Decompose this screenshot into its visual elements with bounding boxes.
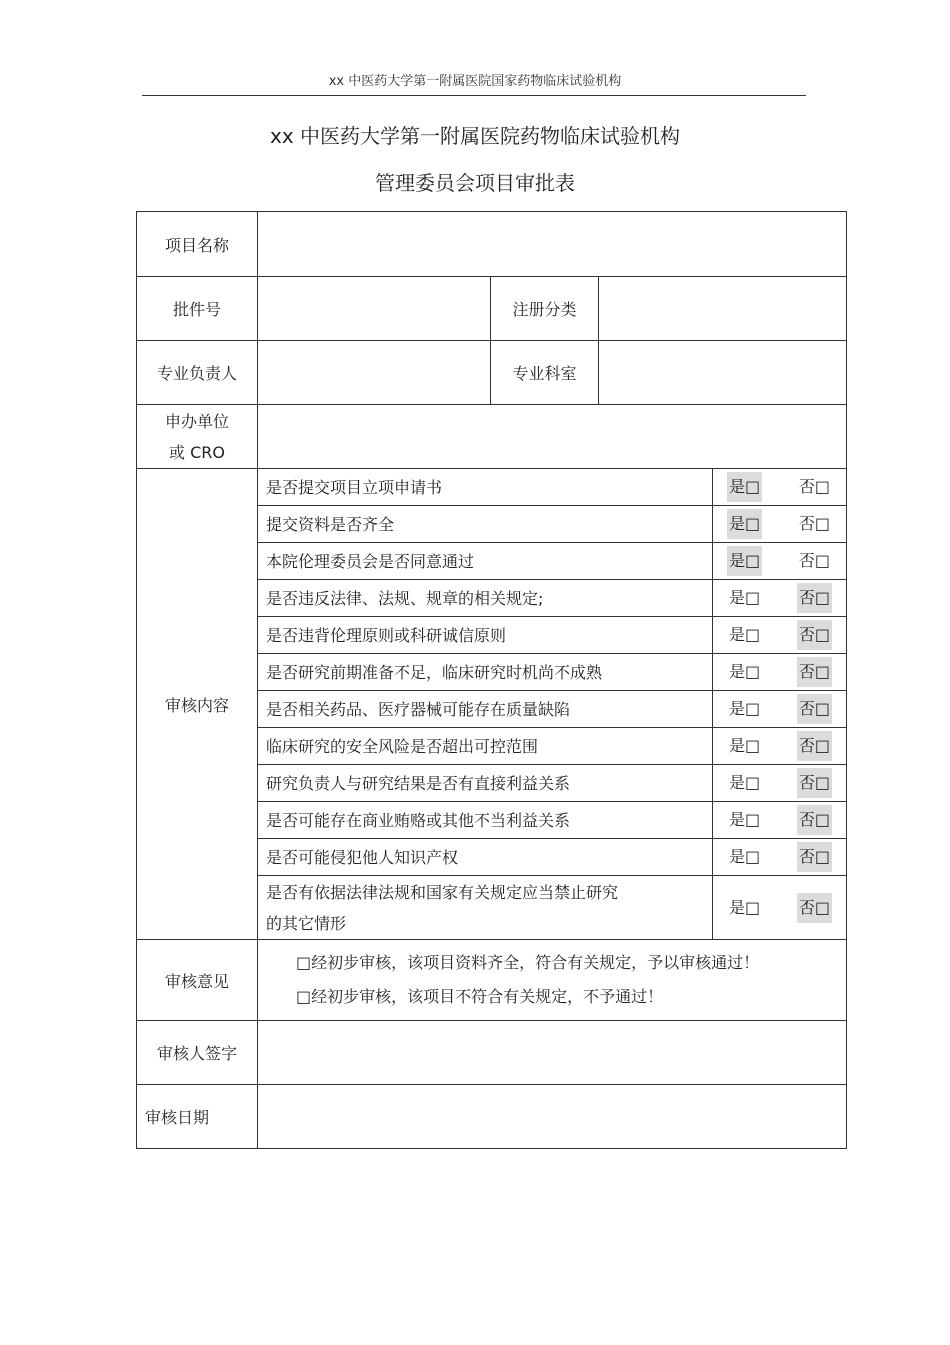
yes-checkbox[interactable]: 是□ — [727, 546, 762, 576]
review-item-text: 是否相关药品、医疗器械可能存在质量缺陷 — [258, 691, 713, 728]
review-item-line1: 是否有依据法律法规和国家有关规定应当禁止研究 — [266, 882, 619, 902]
opinion-options — [258, 940, 847, 1021]
no-checkbox[interactable]: 否□ — [798, 551, 830, 570]
no-checkbox[interactable]: 否□ — [797, 805, 832, 835]
row-sponsor — [137, 405, 847, 469]
sponsor-field[interactable] — [258, 405, 847, 469]
no-checkbox[interactable]: 否□ — [797, 657, 832, 687]
review-item-text: 本院伦理委员会是否同意通过 — [258, 543, 713, 580]
yes-checkbox[interactable]: 是□ — [729, 847, 761, 866]
review-item-text: 临床研究的安全风险是否超出可控范围 — [258, 728, 713, 765]
review-item-choice — [713, 580, 847, 617]
registration-class-field[interactable] — [599, 277, 847, 341]
review-item-text: 是否研究前期准备不足，临床研究时机尚不成熟 — [258, 654, 713, 691]
no-checkbox[interactable]: 否□ — [797, 893, 832, 923]
opinion-label: 审核意见 — [137, 940, 258, 1021]
department-label: 专业科室 — [491, 341, 599, 405]
review-row — [137, 469, 847, 506]
yes-checkbox[interactable]: 是□ — [729, 662, 761, 681]
yes-checkbox[interactable]: 是□ — [729, 625, 761, 644]
review-item-choice — [713, 543, 847, 580]
review-item-choice — [713, 506, 847, 543]
registration-class-label: 注册分类 — [491, 277, 599, 341]
review-item-text: 研究负责人与研究结果是否有直接利益关系 — [258, 765, 713, 802]
no-checkbox[interactable]: 否□ — [798, 514, 830, 533]
yes-checkbox[interactable]: 是□ — [729, 773, 761, 792]
review-item-choice — [713, 728, 847, 765]
approval-form-table — [136, 211, 847, 1149]
no-checkbox[interactable]: 否□ — [798, 477, 830, 496]
row-approval-no — [137, 277, 847, 341]
row-project-name — [137, 212, 847, 277]
review-item-text: 提交资料是否齐全 — [258, 506, 713, 543]
yes-checkbox[interactable]: 是□ — [729, 699, 761, 718]
yes-checkbox[interactable]: 是□ — [727, 472, 762, 502]
document-title-line2: 管理委员会项目审批表 — [375, 171, 575, 195]
no-checkbox[interactable]: 否□ — [797, 731, 832, 761]
opinion-fail-option[interactable]: □经初步审核，该项目不符合有关规定，不予通过！ — [296, 987, 664, 1006]
sponsor-label-line2: 或 CRO — [169, 442, 225, 462]
row-date — [137, 1085, 847, 1149]
no-checkbox[interactable]: 否□ — [797, 842, 832, 872]
opinion-pass-option[interactable]: □经初步审核，该项目资料齐全，符合有关规定，予以审核通过！ — [296, 953, 760, 972]
sponsor-label-line1: 申办单位 — [164, 411, 229, 431]
date-label: 审核日期 — [137, 1085, 258, 1149]
project-name-label: 项目名称 — [137, 212, 258, 277]
no-checkbox[interactable]: 否□ — [797, 583, 832, 613]
review-item-text-multiline — [258, 876, 713, 940]
review-item-choice — [713, 691, 847, 728]
review-item-text: 是否违反法律、法规、规章的相关规定; — [258, 580, 713, 617]
review-item-text: 是否违背伦理原则或科研诚信原则 — [258, 617, 713, 654]
document-title-line1: xx 中医药大学第一附属医院药物临床试验机构 — [269, 124, 681, 148]
yes-checkbox[interactable]: 是□ — [729, 810, 761, 829]
project-name-field[interactable] — [258, 212, 847, 277]
review-item-choice — [713, 802, 847, 839]
review-item-choice — [713, 469, 847, 506]
review-item-text: 是否可能侵犯他人知识产权 — [258, 839, 713, 876]
approval-no-label: 批件号 — [137, 277, 258, 341]
yes-checkbox[interactable]: 是□ — [729, 588, 761, 607]
no-checkbox[interactable]: 否□ — [797, 694, 832, 724]
running-header: xx 中医药大学第一附属医院国家药物临床试验机构 — [328, 74, 622, 89]
row-principal — [137, 341, 847, 405]
yes-checkbox[interactable]: 是□ — [729, 736, 761, 755]
review-content-label: 审核内容 — [137, 469, 258, 940]
date-field[interactable] — [258, 1085, 847, 1149]
review-item-choice — [713, 839, 847, 876]
no-checkbox[interactable]: 否□ — [797, 768, 832, 798]
no-checkbox[interactable]: 否□ — [797, 620, 832, 650]
yes-checkbox[interactable]: 是□ — [727, 509, 762, 539]
approval-no-field[interactable] — [258, 277, 491, 341]
row-opinion — [137, 940, 847, 1021]
review-item-text: 是否可能存在商业贿赂或其他不当利益关系 — [258, 802, 713, 839]
principal-field[interactable] — [258, 341, 491, 405]
signature-field[interactable] — [258, 1021, 847, 1085]
review-item-text: 是否提交项目立项申请书 — [258, 469, 713, 506]
review-item-choice — [713, 654, 847, 691]
signature-label: 审核人签字 — [137, 1021, 258, 1085]
review-item-choice — [713, 765, 847, 802]
principal-label: 专业负责人 — [137, 341, 258, 405]
review-item-line2: 的其它情形 — [266, 913, 347, 933]
review-item-choice — [713, 617, 847, 654]
yes-checkbox[interactable]: 是□ — [729, 897, 761, 917]
row-signature — [137, 1021, 847, 1085]
department-field[interactable] — [599, 341, 847, 405]
sponsor-label — [137, 405, 258, 469]
header-rule — [142, 95, 806, 96]
review-item-choice — [713, 876, 847, 940]
